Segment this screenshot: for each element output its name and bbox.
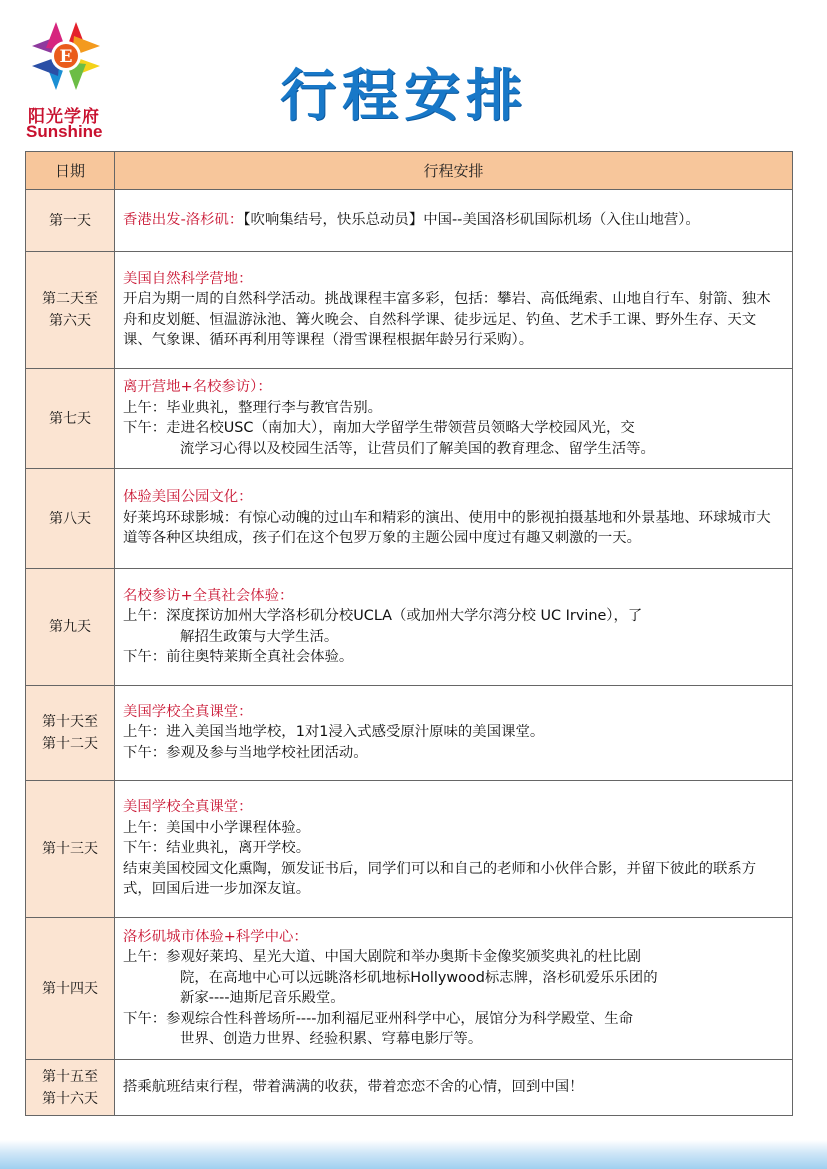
table-row [26,686,793,781]
table-header-row [26,152,793,190]
day-cell [26,1060,115,1116]
activity-line: 上午：进入美国当地学校，1对1浸入式感受原汁原味的美国课堂。 [123,724,545,741]
day-label: 第六天 [49,313,91,329]
day-label: 第十五至 [42,1068,98,1085]
schedule-cell [115,1060,793,1116]
activity-line: 下午：结业典礼，离开学校。 [123,840,311,857]
header-schedule: 行程安排 [115,152,793,190]
day-label: 第十四天 [42,980,98,997]
activity-line: 上午：毕业典礼，整理行李与教官告别。 [123,399,383,416]
activity-line: 结束美国校园文化熏陶，颁发证书后，同学们可以和自己的老师和小伙伴合影，并留下彼此的联系方式，回国后进一步加深友谊。 [123,860,757,898]
day-label: 第八天 [49,510,91,527]
day-label: 第九天 [49,619,91,635]
activity-heading: 名校参访+全真社会体验： [123,587,294,604]
activity-line: 流学习心得以及校园生活等，让营员们了解美国的教育理念、留学生活等。 [180,440,655,457]
header-date: 日期 [26,152,115,190]
day-label: 第七天 [49,410,91,427]
activity-heading: 体验美国公园文化： [123,489,253,506]
day-cell [26,918,115,1060]
logo-letter: E [59,47,73,67]
page-title: 行程安排 [280,64,528,129]
footer-band [0,1140,827,1169]
schedule-cell [115,190,793,252]
schedule-cell [115,469,793,569]
day-label: 第十六天 [42,1090,98,1107]
activity-heading: 美国学校全真课堂： [123,799,253,816]
activity-line: 好莱坞环球影城：有惊心动魄的过山车和精彩的演出、使用中的影视拍摄基地和外景基地、环球城市大道等各种区块组成，孩子们在这个包罗万象的主题公园中度过有趣又刺激的一天。 [123,509,771,547]
schedule-cell [115,686,793,781]
day-cell [26,569,115,686]
day-label: 第一天 [49,212,91,229]
table-row [26,369,793,469]
activity-line: 院，在高地中心可以远眺洛杉矶地标Hollywood标志牌，洛杉矶爱乐乐团的 [180,969,658,986]
schedule-cell [115,569,793,686]
activity-heading: 美国学校全真课堂： [123,703,253,720]
day-cell [26,686,115,781]
schedule-cell [115,369,793,469]
activity-line: 上午：美国中小学课程体验。 [123,819,311,836]
activity-line: 下午：参观及参与当地学校社团活动。 [123,744,368,761]
table-row [26,190,793,252]
table-row [26,1060,793,1116]
table-row [26,569,793,686]
flower-logo-icon [24,16,108,100]
itinerary-table [25,151,793,1116]
activity-heading: 洛杉矶城市体验+科学中心： [123,928,308,945]
activity-line: 【吹响集结号，快乐总动员】中国--美国洛杉矶国际机场（入住山地营）。 [243,211,700,228]
sunshine-logo [24,16,108,142]
schedule-cell [115,252,793,369]
activity-line: 上午：深度探访加州大学洛杉矶分校UCLA（或加州大学尔湾分校 UC Irvine），了 [123,608,643,624]
activity-heading: 美国自然科学营地： [123,270,253,287]
activity-line: 搭乘航班结束行程，带着满满的收获，带着恋恋不舍的心情，回到中国！ [123,1078,584,1095]
activity-line: 解招生政策与大学生活。 [180,628,339,645]
activity-line: 新家----迪斯尼音乐殿堂。 [180,990,345,1006]
activity-heading: 离开营地+名校参访）： [123,379,272,395]
activity-line: 下午：前往奥特莱斯全真社会体验。 [123,649,354,665]
activity-line: 下午：走进名校USC（南加大），南加大学留学生带领营员领略大学校园风光，交 [123,420,635,436]
logo-name-cn: 阳光学府 [28,107,100,127]
table-row [26,252,793,369]
itinerary-body [26,190,793,1116]
day-cell [26,252,115,369]
activity-line: 世界、创造力世界、经验积累、穹幕电影厅等。 [180,1031,483,1047]
day-cell [26,369,115,469]
day-cell [26,469,115,569]
day-cell [26,781,115,918]
activity-line: 开启为期一周的自然科学活动。挑战课程丰富多彩，包括：攀岩、高低绳索、山地自行车、射箭、独木舟和皮划艇、恒温游泳池、篝火晚会、自然科学课、徒步远足、钓鱼、艺术手工课、野外生存、天文课、气象课、循环再利用等课程（滑雪课程根据年龄另行采购）。 [123,291,771,348]
activity-heading: 香港出发-洛杉矶： [123,211,244,228]
table-row [26,918,793,1060]
day-label: 第十二天 [42,736,98,752]
day-cell [26,190,115,252]
activity-line: 上午：参观好莱坞、星光大道、中国大剧院和举办奥斯卡金像奖颁奖典礼的杜比剧 [123,949,642,965]
logo-name-en: Sunshine [26,122,103,141]
table-row [26,469,793,569]
schedule-cell [115,781,793,918]
table-row [26,781,793,918]
day-label: 第十三天 [42,841,98,857]
day-label: 第十天至 [42,714,98,730]
schedule-cell [115,918,793,1060]
day-label: 第二天至 [42,291,98,307]
activity-line: 下午：参观综合性科普场所----加利福尼亚州科学中心，展馆分为科学殿堂、生命 [123,1010,634,1027]
